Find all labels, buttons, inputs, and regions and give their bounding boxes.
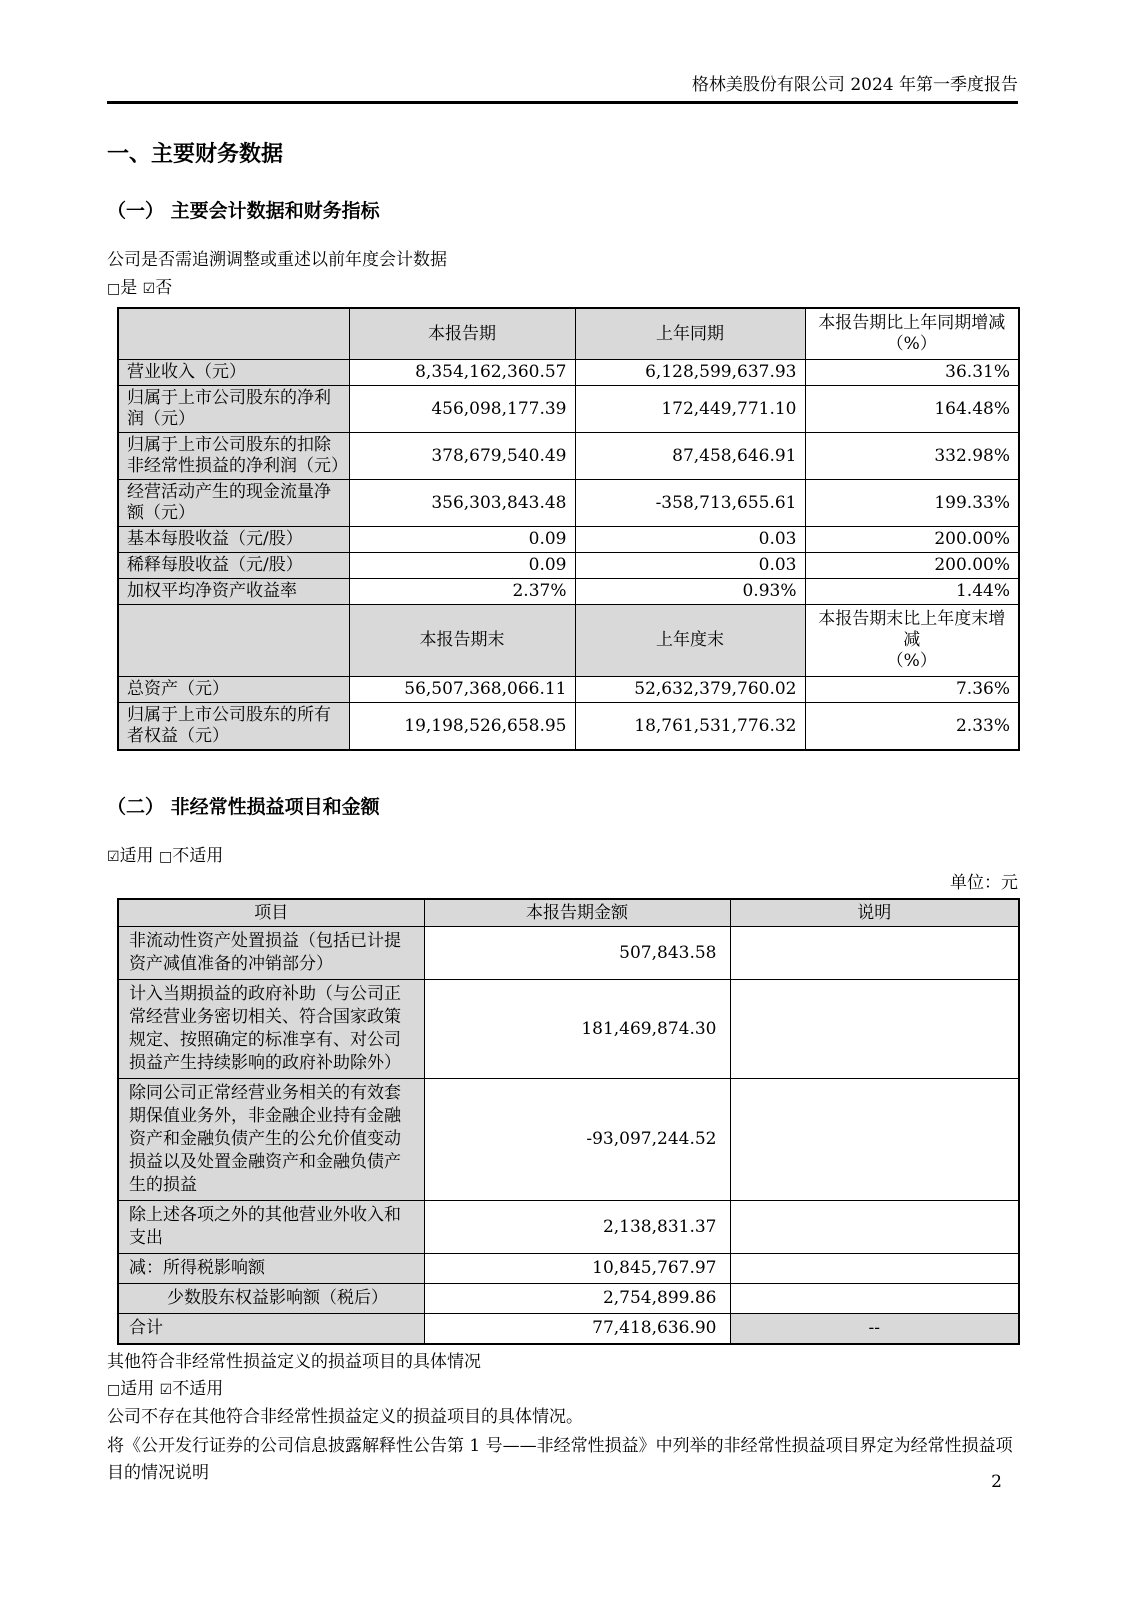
empty-header-cell bbox=[118, 605, 349, 677]
metric-label: 经营活动产生的现金流量净额（元） bbox=[118, 480, 349, 527]
applicability-line bbox=[107, 845, 1018, 869]
metric-label: 归属于上市公司股东的净利润（元） bbox=[118, 386, 349, 433]
item-row bbox=[118, 1284, 1019, 1314]
metric-label: 营业收入（元） bbox=[118, 360, 349, 386]
current-period-header: 本报告期 bbox=[349, 308, 575, 360]
section-1-heading: 一、主要财务数据 bbox=[107, 141, 284, 167]
end-change-header bbox=[805, 605, 1019, 677]
end-change-header-line1: 本报告期末比上年度末增减 bbox=[818, 609, 1006, 650]
total-note-cell: -- bbox=[730, 1314, 1019, 1345]
change-percent-value: 36.31% bbox=[805, 360, 1019, 386]
prior-period-value: 0.03 bbox=[575, 553, 805, 579]
checkbox-unchecked-icon: □ bbox=[107, 281, 121, 297]
total-amount-value: 77,418,636.90 bbox=[424, 1314, 730, 1345]
prior-period-value: 87,458,646.91 bbox=[575, 433, 805, 480]
current-period-value: 378,679,540.49 bbox=[349, 433, 575, 480]
non-recurring-items-table bbox=[117, 898, 1020, 1345]
change-percent-value: 1.44% bbox=[805, 579, 1019, 605]
item-label: 计入当期损益的政府补助（与公司正常经营业务密切相关、符合国家政策规定、按照确定的标准享有、对公司损益产生持续影响的政府补助除外） bbox=[118, 980, 424, 1079]
doc-header-title: 格林美股份有限公司 2024 年第一季度报告 bbox=[691, 75, 1018, 95]
note-cell bbox=[730, 1079, 1019, 1201]
restatement-question: 公司是否需追溯调整或重述以前年度会计数据 bbox=[107, 250, 447, 270]
amount-value: -93,097,244.52 bbox=[424, 1079, 730, 1201]
section-2-heading: （二） 非经常性损益项目和金额 bbox=[107, 796, 380, 818]
not-applicable-label: 不适用 bbox=[172, 846, 224, 866]
checkbox-unchecked-icon: □ bbox=[158, 849, 173, 865]
prior-year-end-value: 18,761,531,776.32 bbox=[575, 703, 805, 751]
not-applicable-label: 不适用 bbox=[172, 1379, 224, 1399]
total-row bbox=[118, 1314, 1019, 1345]
item-label: 除同公司正常经营业务相关的有效套期保值业务外，非金融企业持有金融资产和金融负债产生的公允价值变动损益以及处置金融资产和金融负债产生的损益 bbox=[118, 1079, 424, 1201]
metric-label: 基本每股收益（元/股） bbox=[118, 527, 349, 553]
restatement-yes-label: 是 bbox=[120, 278, 138, 298]
note-cell bbox=[730, 1254, 1019, 1284]
metric-row bbox=[118, 480, 1019, 527]
restatement-choice bbox=[107, 277, 1018, 301]
metric-row bbox=[118, 386, 1019, 433]
section-1-subheading: （一） 主要会计数据和财务指标 bbox=[107, 200, 380, 222]
item-label: 少数股东权益影响额（税后） bbox=[118, 1284, 424, 1314]
amount-value: 507,843.58 bbox=[424, 927, 730, 980]
item-row bbox=[118, 927, 1019, 980]
item-row bbox=[118, 1201, 1019, 1254]
checkbox-checked-icon: ☑ bbox=[159, 1382, 173, 1398]
item-label: 除上述各项之外的其他营业外收入和支出 bbox=[118, 1201, 424, 1254]
checkbox-checked-icon: ☑ bbox=[142, 281, 156, 297]
item-label: 非流动性资产处置损益（包括已计提资产减值准备的冲销部分） bbox=[118, 927, 424, 980]
total-label: 合计 bbox=[118, 1314, 424, 1345]
prior-period-value: -358,713,655.61 bbox=[575, 480, 805, 527]
prior-year-end-value: 52,632,379,760.02 bbox=[575, 677, 805, 703]
metric-label: 归属于上市公司股东的扣除非经常性损益的净利润（元） bbox=[118, 433, 349, 480]
end-change-header-line2: （%） bbox=[886, 651, 937, 671]
change-percent-value: 332.98% bbox=[805, 433, 1019, 480]
unit-label: 单位：元 bbox=[950, 873, 1018, 893]
item-row bbox=[118, 1254, 1019, 1284]
note-header: 说明 bbox=[730, 899, 1019, 927]
footer-notes bbox=[107, 1351, 1018, 1487]
metric-row bbox=[118, 677, 1019, 703]
metric-label: 稀释每股收益（元/股） bbox=[118, 553, 349, 579]
no-other-items-statement: 公司不存在其他符合非经常性损益定义的损益项目的具体情况。 bbox=[107, 1407, 583, 1427]
amount-value: 2,138,831.37 bbox=[424, 1201, 730, 1254]
metric-label: 归属于上市公司股东的所有者权益（元） bbox=[118, 703, 349, 751]
metric-row bbox=[118, 527, 1019, 553]
amount-value: 10,845,767.97 bbox=[424, 1254, 730, 1284]
metric-row bbox=[118, 703, 1019, 751]
item-row bbox=[118, 1079, 1019, 1201]
item-row bbox=[118, 980, 1019, 1079]
change-percent-value: 7.36% bbox=[805, 677, 1019, 703]
metric-row bbox=[118, 360, 1019, 386]
prior-year-end-header: 上年度末 bbox=[575, 605, 805, 677]
checkbox-unchecked-icon: □ bbox=[107, 1382, 121, 1398]
note-cell bbox=[730, 1201, 1019, 1254]
change-header-line1: 本报告期比上年同期增减 bbox=[818, 313, 1006, 333]
note-cell bbox=[730, 927, 1019, 980]
note-cell bbox=[730, 980, 1019, 1079]
current-period-value: 456,098,177.39 bbox=[349, 386, 575, 433]
note-cell bbox=[730, 1284, 1019, 1314]
item-label: 减：所得税影响额 bbox=[118, 1254, 424, 1284]
metric-row bbox=[118, 579, 1019, 605]
prior-period-value: 172,449,771.10 bbox=[575, 386, 805, 433]
prior-period-value: 6,128,599,637.93 bbox=[575, 360, 805, 386]
checkbox-checked-icon: ☑ bbox=[107, 849, 120, 865]
current-period-value: 0.09 bbox=[349, 527, 575, 553]
metric-row bbox=[118, 553, 1019, 579]
current-period-end-value: 56,507,368,066.11 bbox=[349, 677, 575, 703]
applicable-label: 适用 bbox=[119, 846, 154, 866]
change-header-line2: （%） bbox=[886, 334, 937, 354]
change-percent-value: 199.33% bbox=[805, 480, 1019, 527]
page-number: 2 bbox=[991, 1472, 1002, 1492]
prior-period-value: 0.03 bbox=[575, 527, 805, 553]
applicable-label: 适用 bbox=[120, 1379, 155, 1399]
classification-note: 将《公开发行证券的公司信息披露解释性公告第 1 号——非经常性损益》中列举的非经常性损益项目界定为经常性损益项目的情况说明 bbox=[107, 1436, 1013, 1483]
metric-label: 总资产（元） bbox=[118, 677, 349, 703]
change-percent-value: 200.00% bbox=[805, 527, 1019, 553]
header-divider bbox=[107, 101, 1018, 104]
metric-row bbox=[118, 433, 1019, 480]
current-period-value: 2.37% bbox=[349, 579, 575, 605]
key-financial-indicators-table bbox=[117, 307, 1020, 751]
current-period-value: 8,354,162,360.57 bbox=[349, 360, 575, 386]
change-percent-value: 2.33% bbox=[805, 703, 1019, 751]
metric-label: 加权平均净资产收益率 bbox=[118, 579, 349, 605]
amount-header: 本报告期金额 bbox=[424, 899, 730, 927]
current-period-value: 356,303,843.48 bbox=[349, 480, 575, 527]
other-items-title: 其他符合非经常性损益定义的损益项目的具体情况 bbox=[107, 1352, 481, 1372]
period-end-header-row bbox=[118, 605, 1019, 677]
restatement-no-label: 否 bbox=[155, 278, 173, 298]
change-header bbox=[805, 308, 1019, 360]
empty-header-cell bbox=[118, 308, 349, 360]
other-items-applicability bbox=[107, 1378, 1018, 1402]
prior-period-header: 上年同期 bbox=[575, 308, 805, 360]
current-period-value: 0.09 bbox=[349, 553, 575, 579]
amount-value: 181,469,874.30 bbox=[424, 980, 730, 1079]
change-percent-value: 200.00% bbox=[805, 553, 1019, 579]
change-percent-value: 164.48% bbox=[805, 386, 1019, 433]
current-period-end-header: 本报告期末 bbox=[349, 605, 575, 677]
table2-header-row bbox=[118, 899, 1019, 927]
period-header-row bbox=[118, 308, 1019, 360]
amount-value: 2,754,899.86 bbox=[424, 1284, 730, 1314]
current-period-end-value: 19,198,526,658.95 bbox=[349, 703, 575, 751]
prior-period-value: 0.93% bbox=[575, 579, 805, 605]
item-header: 项目 bbox=[118, 899, 424, 927]
